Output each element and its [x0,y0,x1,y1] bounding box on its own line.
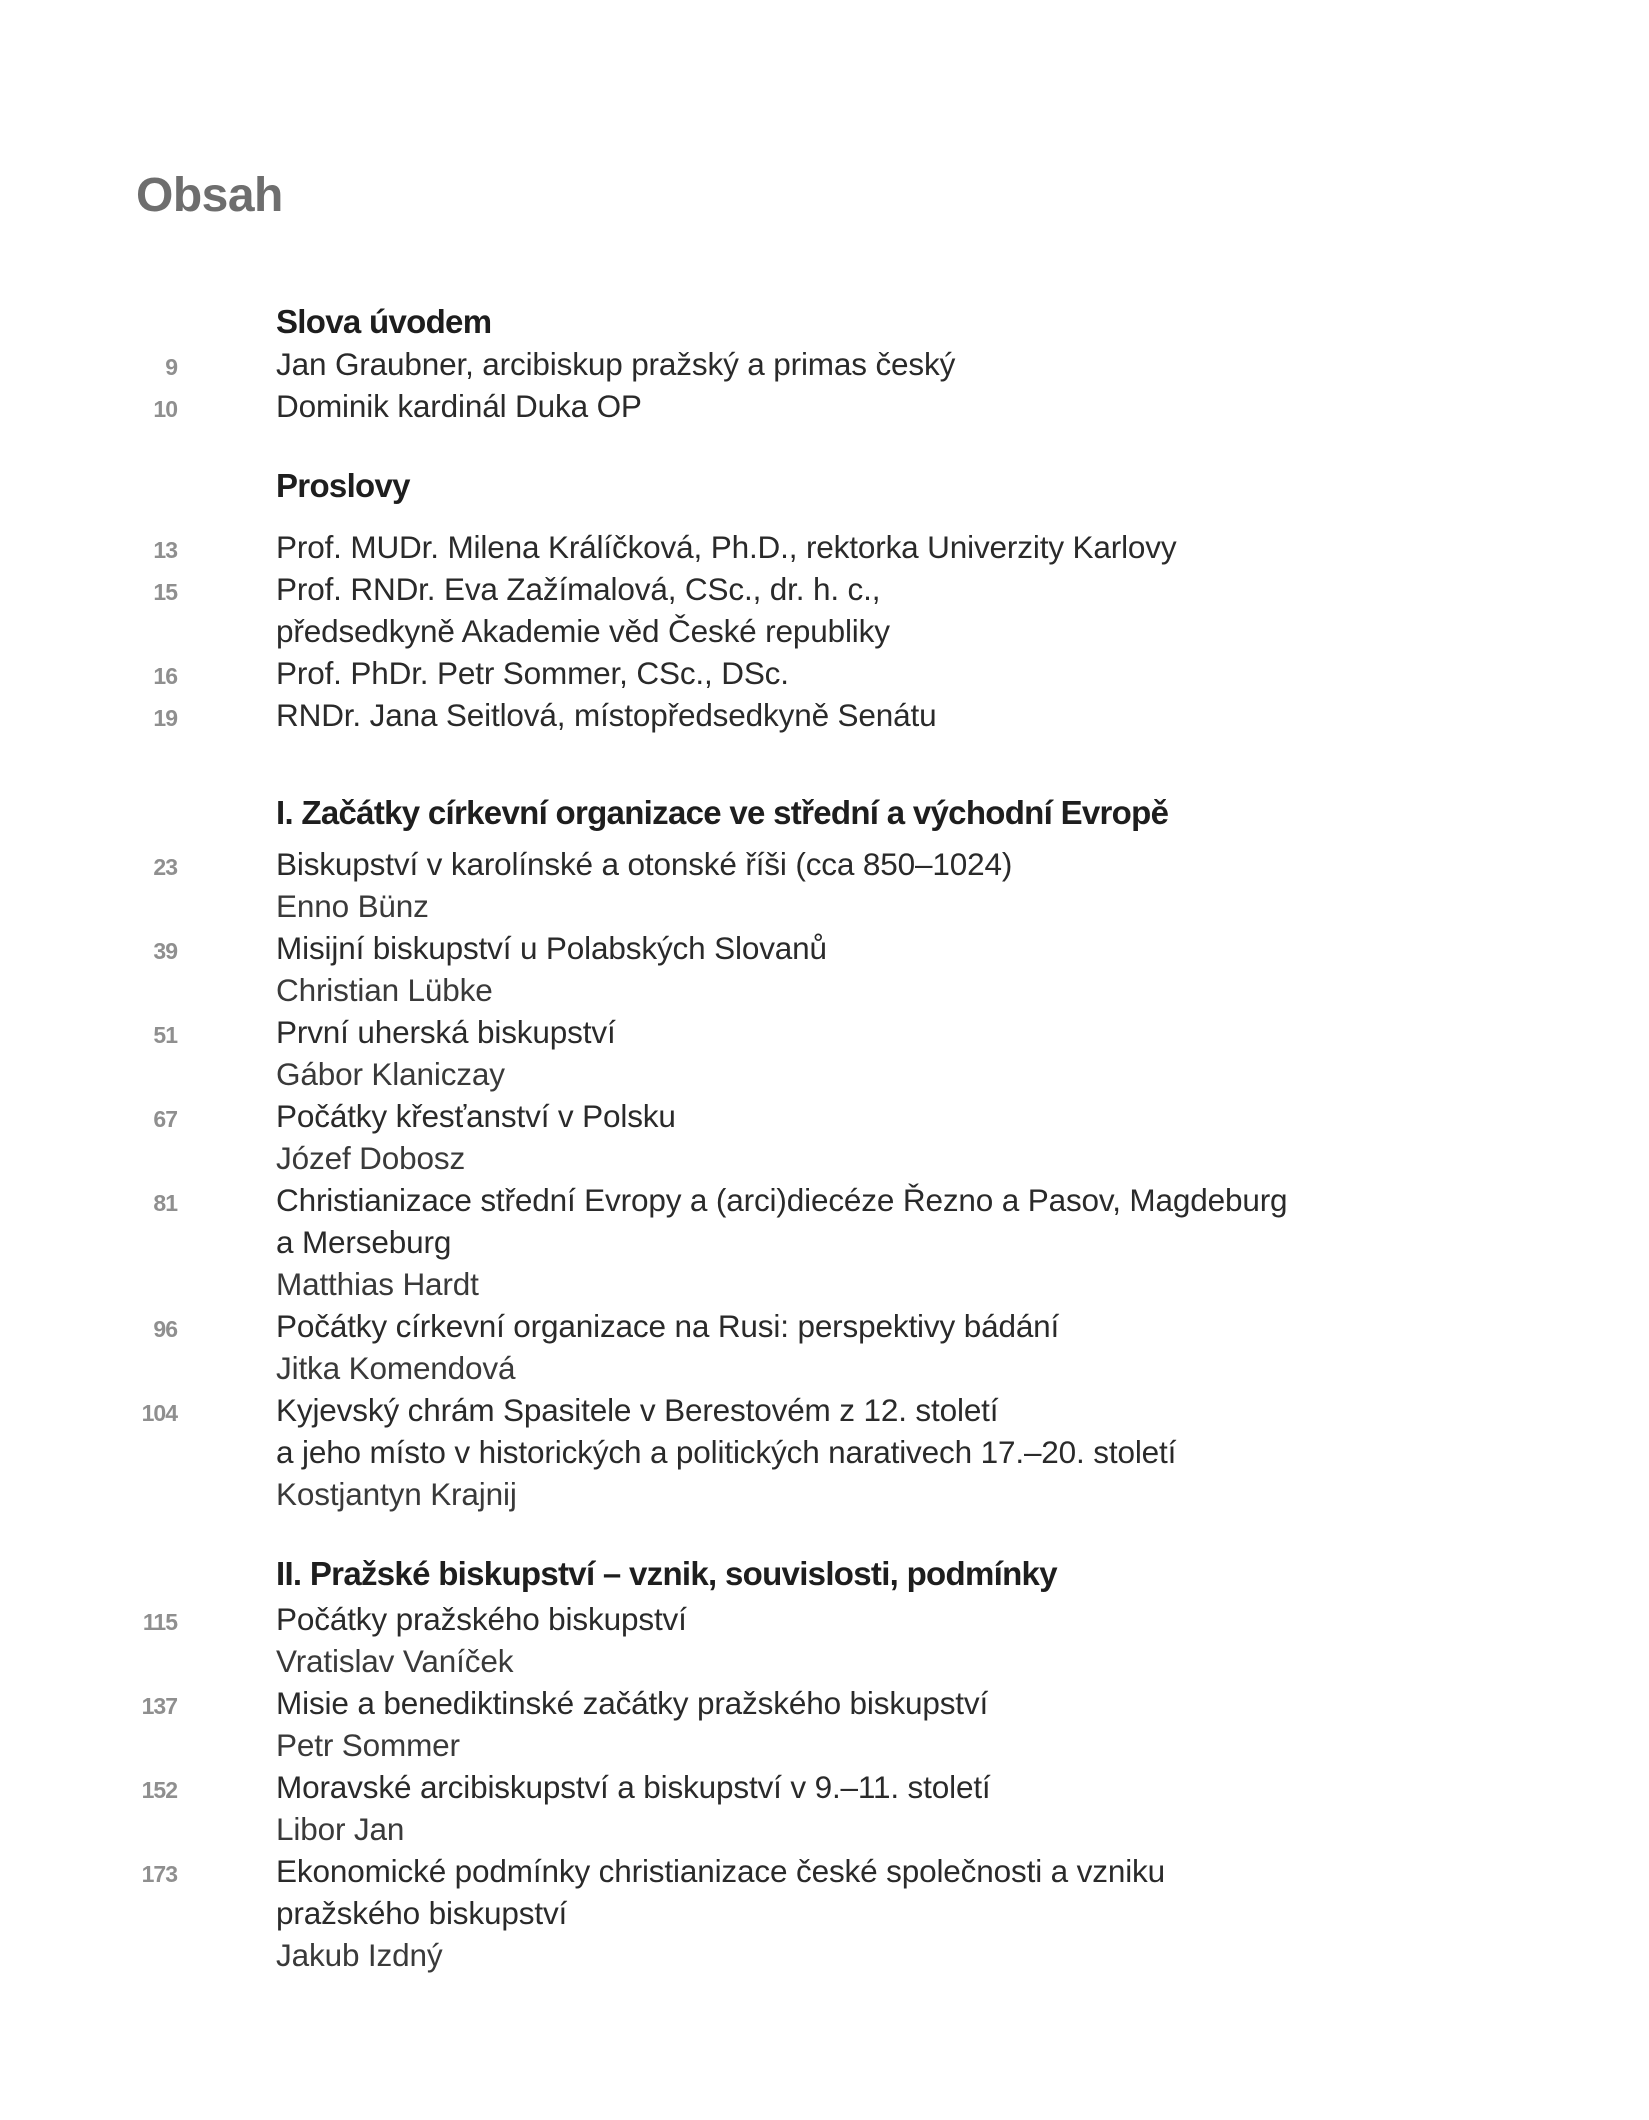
entry-author: Gábor Klaniczay [276,1056,505,1092]
page-number: 39 [153,938,177,964]
entry-author: Jitka Komendová [276,1350,516,1386]
page-number: 104 [141,1400,177,1426]
page-number: 23 [153,854,177,880]
toc-entry[interactable] [0,1766,1649,1850]
toc-entry[interactable] [0,1598,1649,1682]
page-number: 16 [153,663,177,689]
entry-title: Dominik kardinál Duka OP [276,388,642,424]
section-heading: Proslovy [276,467,410,504]
page-number: 173 [141,1861,177,1887]
toc-entry[interactable] [0,927,1649,1011]
toc-entry[interactable] [0,694,1649,736]
entry-title: Kyjevský chrám Spasitele v Berestovém z 12. století [276,1392,999,1428]
entry-author: Enno Bünz [276,888,429,924]
toc-entry[interactable] [0,385,1649,427]
entry-author: Jakub Izdný [276,1937,443,1973]
entry-author: Matthias Hardt [276,1266,479,1302]
entry-author: Vratislav Vaníček [276,1643,514,1679]
page-title: Obsah [136,169,283,222]
entry-title: První uherská biskupství [276,1014,616,1050]
toc-section-part-two [0,1553,1649,1976]
toc-entry[interactable] [0,1389,1649,1515]
toc-entry[interactable] [0,526,1649,568]
entry-author: Christian Lübke [276,972,493,1008]
table-of-contents [0,301,1649,1976]
page-number: 51 [153,1022,177,1048]
entry-title: Prof. PhDr. Petr Sommer, CSc., DSc. [276,655,789,691]
entry-title: Misijní biskupství u Polabských Slovanů [276,930,827,966]
entry-title: Biskupství v karolínské a otonské říši (cca 850–1024) [276,846,1013,882]
entry-title: Počátky církevní organizace na Rusi: perspektivy bádání [276,1308,1060,1344]
entry-author: Petr Sommer [276,1727,460,1763]
toc-entry[interactable] [0,843,1649,927]
entry-title-continued: předsedkyně Akademie věd České republiky [276,613,890,649]
entry-title: Ekonomické podmínky christianizace české společnosti a vzniku [276,1853,1166,1889]
toc-entry[interactable] [0,1305,1649,1389]
toc-entry[interactable] [0,1179,1649,1305]
entry-title-continued: a Merseburg [276,1224,452,1260]
toc-entry[interactable] [0,568,1649,652]
entry-author: Libor Jan [276,1811,405,1847]
entry-title: RNDr. Jana Seitlová, místopředsedkyně Senátu [276,697,937,733]
page-number: 137 [141,1693,177,1719]
toc-entry[interactable] [0,1011,1649,1095]
section-heading: I. Začátky církevní organizace ve střední a východní Evropě [276,794,1169,831]
toc-section-intro [0,301,1649,427]
page-number: 81 [153,1190,177,1216]
entry-author: Józef Dobosz [276,1140,466,1176]
entry-title: Prof. MUDr. Milena Králíčková, Ph.D., rektorka Univerzity Karlovy [276,529,1177,565]
page-number: 19 [153,705,177,731]
entry-title-continued: pražského biskupství [276,1895,568,1931]
entry-title: Prof. RNDr. Eva Zažímalová, CSc., dr. h. c., [276,571,881,607]
entry-title: Počátky pražského biskupství [276,1601,687,1637]
page-number: 115 [142,1609,177,1635]
page-number: 9 [165,354,177,380]
section-heading: II. Pražské biskupství – vznik, souvislosti, podmínky [276,1555,1057,1592]
toc-entry[interactable] [0,1682,1649,1766]
section-heading: Slova úvodem [276,303,492,340]
entry-title-continued: a jeho místo v historických a politických narativech 17.–20. století [276,1434,1177,1470]
page-number: 10 [153,396,177,422]
page-number: 96 [153,1316,177,1342]
entry-title: Misie a benediktinské začátky pražského biskupství [276,1685,989,1721]
toc-entry[interactable] [0,1850,1649,1976]
toc-entry[interactable] [0,343,1649,385]
entry-author: Kostjantyn Krajnij [276,1476,517,1512]
page-number: 67 [153,1106,177,1132]
entry-title: Moravské arcibiskupství a biskupství v 9.–11. století [276,1769,991,1805]
toc-entry[interactable] [0,652,1649,694]
entry-title: Jan Graubner, arcibiskup pražský a primas český [276,346,956,382]
page-number: 152 [141,1777,177,1803]
entry-title: Christianizace střední Evropy a (arci)diecéze Řezno a Pasov, Magdeburg [276,1182,1288,1218]
toc-entry[interactable] [0,1095,1649,1179]
toc-section-part-one [0,792,1649,1515]
entry-title: Počátky křesťanství v Polsku [276,1098,676,1134]
page-number: 15 [153,579,177,605]
toc-section-speeches [0,465,1649,736]
page-number: 13 [153,537,177,563]
